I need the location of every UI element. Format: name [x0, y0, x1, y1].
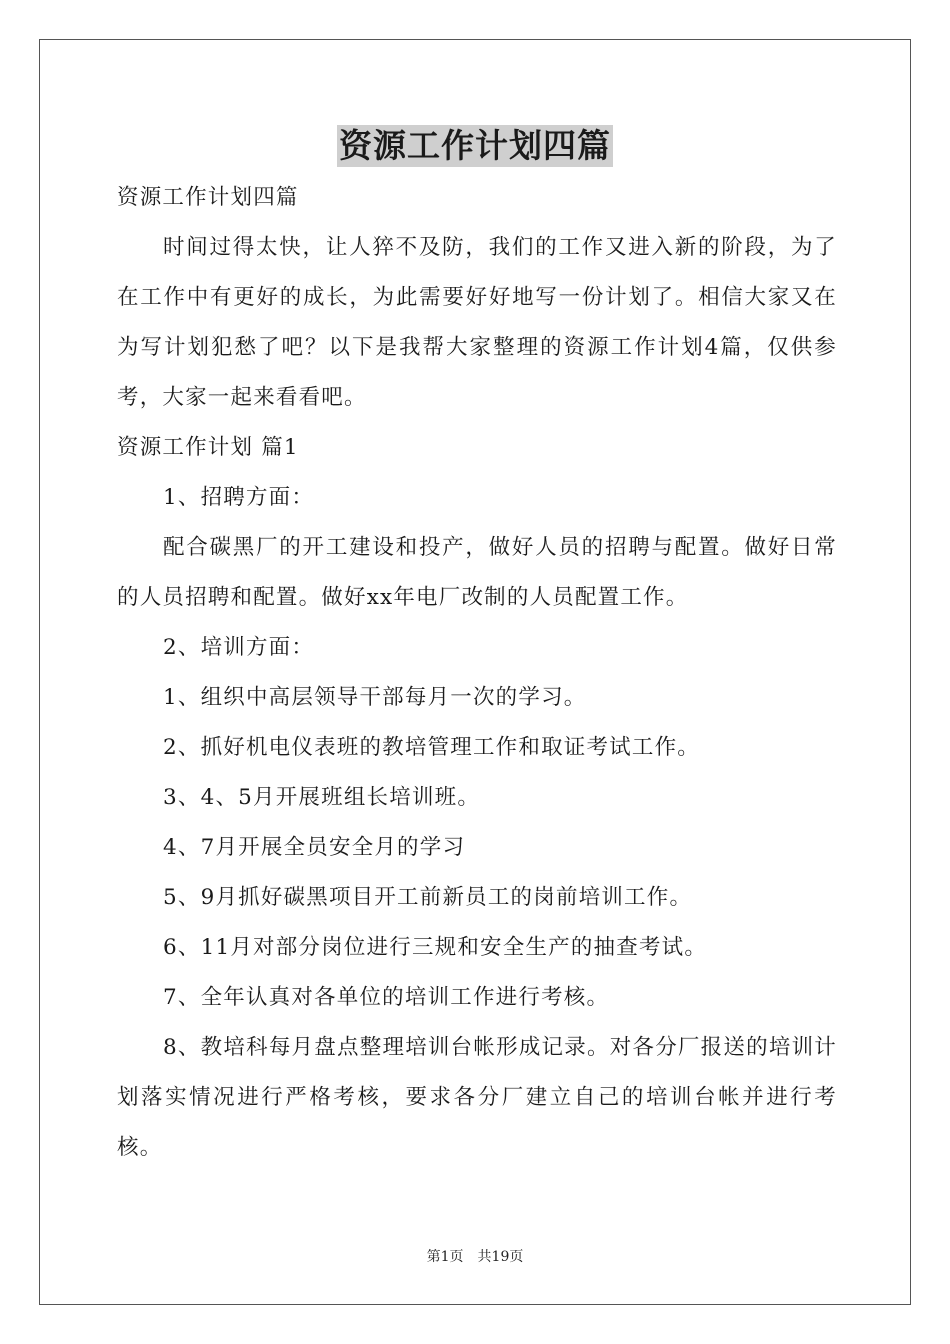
paragraph: 1、招聘方面： — [163, 485, 315, 510]
paragraph: 时间过得太快，让人猝不及防，我们的工作又进入新的阶段，为了在工作中有更好的成长，为此需要好好地写一份计划了。相信大家又在为写计划犯愁了吧？以下是我帮大家整理的资源工作计划4篇，仅供参考，大家一起来看看吧。 — [117, 235, 837, 410]
list-item: 2、抓好机电仪表班的教培管理工作和取证考试工作。 — [163, 735, 700, 760]
page-footer: 第1页 共19页 — [426, 1249, 524, 1265]
list-item: 8、教培科每月盘点整理培训台帐形成记录。对各分厂报送的培训计划落实情况进行严格考核，要求各分厂建立自己的培训台帐并进行考核。 — [117, 1035, 837, 1160]
section-heading: 资源工作计划 篇1 — [117, 435, 299, 460]
document-body — [117, 173, 837, 1173]
paragraph: 配合碳黑厂的开工建设和投产，做好人员的招聘与配置。做好日常的人员招聘和配置。做好xx年电厂改制的人员配置工作。 — [117, 535, 837, 610]
list-item: 4、7月开展全员安全月的学习 — [163, 835, 466, 860]
list-item: 1、组织中高层领导干部每月一次的学习。 — [163, 685, 587, 710]
list-item: 3、4、5月开展班组长培训班。 — [163, 785, 481, 810]
paragraph: 2、培训方面： — [163, 635, 315, 660]
document-title: 资源工作计划四篇 — [339, 126, 611, 165]
list-item: 7、全年认真对各单位的培训工作进行考核。 — [163, 985, 610, 1010]
list-item: 5、9月抓好碳黑项目开工前新员工的岗前培训工作。 — [163, 885, 693, 910]
list-item: 6、11月对部分岗位进行三规和安全生产的抽查考试。 — [163, 935, 708, 960]
paragraph: 资源工作计划四篇 — [117, 185, 299, 210]
title-container — [0, 125, 950, 167]
